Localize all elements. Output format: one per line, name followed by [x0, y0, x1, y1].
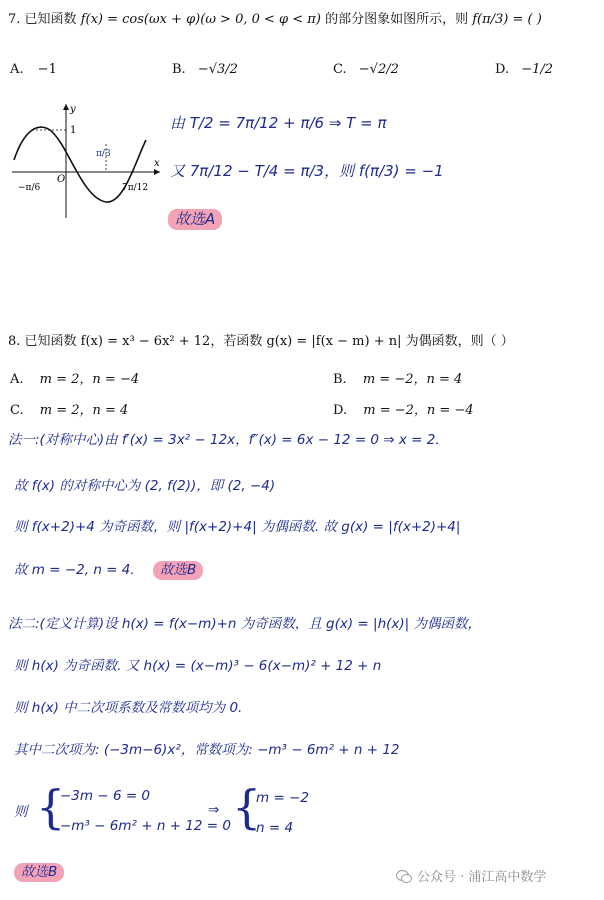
- q7-option-c-value: −√2/2: [358, 62, 399, 77]
- q8-method2-line4: 其中二次项为: (−3m−6)x²，常数项为: −m³ − 6m² + n + 12: [14, 742, 400, 758]
- q8-method2-line3: 则 h(x) 中二次项系数及常数项均为 0.: [14, 700, 243, 716]
- q8-option-d: [333, 399, 474, 418]
- q8-option-b-value: m = −2，n = 4: [362, 372, 463, 387]
- q7-stem-tail: f(π/3) = ( ): [472, 12, 542, 27]
- q7-cosine-graph: [10, 100, 165, 220]
- q8-result-n: n = 4: [256, 820, 294, 836]
- q8-option-a-value: m = 2，n = −4: [39, 372, 140, 387]
- q7-option-a-label: A.: [10, 62, 24, 77]
- q8-option-d-label: D.: [333, 403, 348, 418]
- q7-option-d-value: −1/2: [521, 62, 554, 77]
- x-tick-right: 7π/12: [122, 183, 149, 193]
- left-brace-icon: {: [36, 780, 66, 834]
- implies-arrow-icon: ⇒: [208, 802, 220, 818]
- q8-option-a: [10, 368, 139, 387]
- q7-answer-badge: [168, 208, 222, 229]
- q7-option-c-label: C.: [333, 62, 347, 77]
- q7-option-b-label: B.: [172, 62, 186, 77]
- q7-option-b-value: −√3/2: [197, 62, 238, 77]
- q7-stem-func: f(x) = cos(ωx + φ)(ω > 0, 0 < φ < π): [80, 12, 321, 27]
- q7-stem-suffix: 的部分图象如图所示，则: [325, 12, 469, 27]
- q8-method1-conclusion: 故 m = −2, n = 4.: [14, 562, 135, 578]
- q8-stem: 8. 已知函数 f(x) = x³ − 6x² + 12，若函数 g(x) = |f(x − m) + n| 为偶函数，则（ ）: [8, 334, 514, 349]
- y-tick-label: 1: [70, 125, 77, 136]
- q7-answer-text: 故选A: [168, 209, 222, 230]
- q7-solution-line2: 又 7π/12 − T/4 = π/3，则 f(π/3) = −1: [170, 162, 444, 180]
- q7-option-b: [172, 62, 238, 77]
- q8-method2-answer-badge: [14, 860, 64, 880]
- q8-option-c-label: C.: [10, 403, 24, 418]
- q8-method2-line1: 法二:(定义计算)设 h(x) = f(x−m)+n 为奇函数，且 g(x) = |h(x)| 为偶函数，: [8, 616, 481, 632]
- q8-method2-answer: 故选B: [14, 863, 64, 882]
- y-axis-label: y: [70, 104, 76, 115]
- q7-solution-line1: 由 T/2 = 7π/12 + π/6 ⇒ T = π: [170, 114, 387, 132]
- q7-option-a-value: −1: [37, 62, 57, 77]
- right-side-brace-icon: {: [232, 780, 262, 834]
- q8-method1-line2: 故 f(x) 的对称中心为 (2, f(2))，即 (2, −4): [14, 478, 276, 494]
- watermark-text: 公众号 · 浦江高中数学: [417, 870, 547, 885]
- x-axis-arrow: [154, 169, 160, 175]
- q8-method2-then: 则: [14, 804, 28, 820]
- q7-stem-prefix: 7. 已知函数: [8, 12, 77, 27]
- x-tick-left: −π/6: [18, 183, 41, 193]
- q8-result-m: m = −2: [256, 790, 309, 806]
- q8-option-b-label: B.: [333, 372, 347, 387]
- q8-option-b: [333, 368, 462, 387]
- q7-option-d: [495, 62, 553, 77]
- q8-method1-line4: [14, 558, 203, 578]
- q8-system-eq2: −m³ − 6m² + n + 12 = 0: [60, 818, 231, 834]
- x-axis-label: x: [154, 158, 160, 169]
- x-tick-mid: π/3: [96, 149, 111, 159]
- wechat-icon: [396, 869, 412, 883]
- q8-system-eq1: −3m − 6 = 0: [60, 788, 151, 804]
- q7-stem: [8, 8, 542, 27]
- q8-option-d-value: m = −2，n = −4: [363, 403, 474, 418]
- q8-method1-line1: 法一:(对称中心)由 f′(x) = 3x² − 12x，f″(x) = 6x − 12 = 0 ⇒ x = 2.: [8, 432, 440, 448]
- watermark: [396, 866, 546, 885]
- q8-option-c-value: m = 2，n = 4: [39, 403, 129, 418]
- q7-option-a: [10, 62, 57, 77]
- q8-method2-line2: 则 h(x) 为奇函数. 又 h(x) = (x−m)³ − 6(x−m)² + 12 + n: [14, 658, 382, 674]
- q7-option-c: [333, 62, 399, 77]
- q8-option-c: [10, 399, 128, 418]
- q8-method1-line3: 则 f(x+2)+4 为奇函数，则 |f(x+2)+4| 为偶函数. 故 g(x) = |f(x+2)+4|: [14, 519, 461, 535]
- y-axis-arrow: [63, 104, 69, 110]
- q8-method1-answer: 故选B: [153, 561, 203, 580]
- origin-label: O: [57, 174, 66, 185]
- q7-option-d-label: D.: [495, 62, 510, 77]
- q8-option-a-label: A.: [10, 372, 24, 387]
